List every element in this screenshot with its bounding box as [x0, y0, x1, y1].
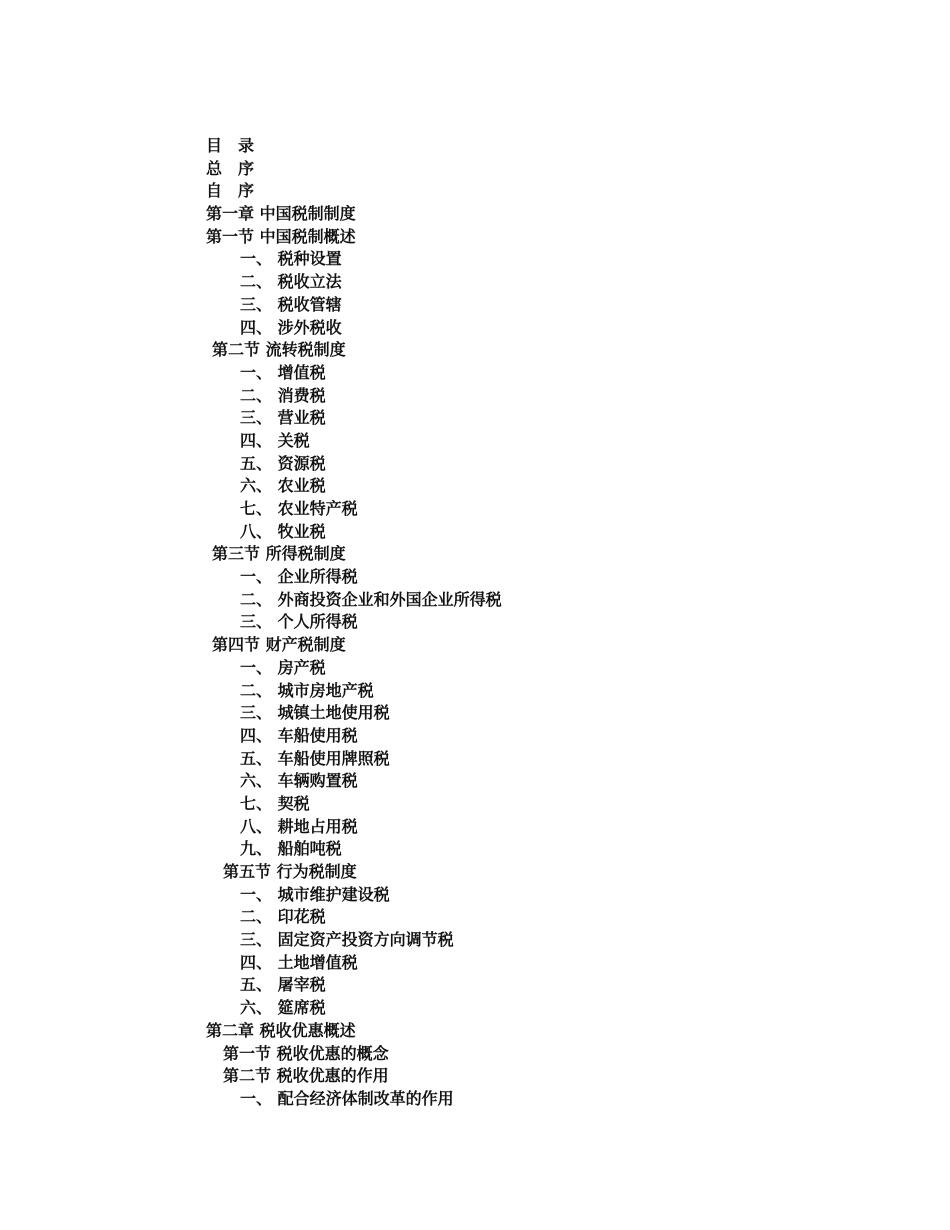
- toc-entry: 三、 城镇土地使用税: [240, 703, 390, 723]
- toc-entry: 第二节 流转税制度: [212, 340, 346, 360]
- toc-entry: 四、 关税: [240, 430, 310, 450]
- toc-entry: 一、 城市维护建设税: [240, 884, 390, 904]
- toc-entry: 第二章 税收优惠概述: [206, 1020, 356, 1040]
- table-of-contents: [206, 135, 806, 1111]
- toc-entry: 四、 车船使用税: [240, 725, 358, 745]
- toc-entry: 第一节 税收优惠的概念: [223, 1043, 389, 1063]
- toc-entry: 第一节 中国税制概述: [206, 226, 356, 246]
- toc-entry: 二、 税收立法: [240, 272, 342, 292]
- toc-entry: 总 序: [206, 158, 255, 178]
- toc-entry: 三、 固定资产投资方向调节税: [240, 930, 454, 950]
- toc-entry: 第四节 财产税制度: [212, 635, 346, 655]
- toc-entry: 五、 资源税: [240, 453, 326, 473]
- toc-entry: 一、 税种设置: [240, 249, 342, 269]
- toc-entry: 八、 耕地占用税: [240, 816, 358, 836]
- toc-entry: 一、 增值税: [240, 362, 326, 382]
- toc-entry: 一、 配合经济体制改革的作用: [240, 1088, 454, 1108]
- toc-entry: 六、 车辆购置税: [240, 771, 358, 791]
- toc-entry: 一、 房产税: [240, 657, 326, 677]
- toc-entry: 七、 农业特产税: [240, 499, 358, 518]
- toc-entry: 三、 税收管辖: [240, 294, 342, 314]
- toc-entry: 五、 屠宰税: [240, 975, 326, 995]
- toc-entry: 第一章 中国税制制度: [206, 204, 356, 224]
- toc-entry: 目 录: [206, 136, 255, 155]
- toc-entry: 二、 消费税: [240, 385, 326, 405]
- toc-entry: 二、 外商投资企业和外国企业所得税: [240, 589, 502, 609]
- toc-entry: 第三节 所得税制度: [212, 544, 346, 564]
- toc-entry: 自 序: [206, 181, 255, 201]
- toc-entry: 第二节 税收优惠的作用: [223, 1066, 389, 1086]
- toc-entry: 六、 农业税: [240, 476, 326, 496]
- toc-entry: 九、 船舶吨税: [240, 839, 342, 859]
- toc-entry: 二、 城市房地产税: [240, 680, 374, 700]
- toc-entry: 二、 印花税: [240, 907, 326, 927]
- toc-entry: 三、 个人所得税: [240, 612, 358, 632]
- toc-entry: 四、 涉外税收: [240, 317, 342, 337]
- toc-entry: 五、 车船使用牌照税: [240, 748, 390, 768]
- toc-entry: 四、 土地增值税: [240, 952, 358, 972]
- toc-entry: 八、 牧业税: [240, 521, 326, 541]
- toc-entry: 七、 契税: [240, 793, 310, 813]
- toc-entry: 六、 筵席税: [240, 998, 326, 1018]
- toc-entry: 第五节 行为税制度: [223, 862, 357, 881]
- toc-entry: 一、 企业所得税: [240, 567, 358, 587]
- toc-entry: 三、 营业税: [240, 408, 326, 428]
